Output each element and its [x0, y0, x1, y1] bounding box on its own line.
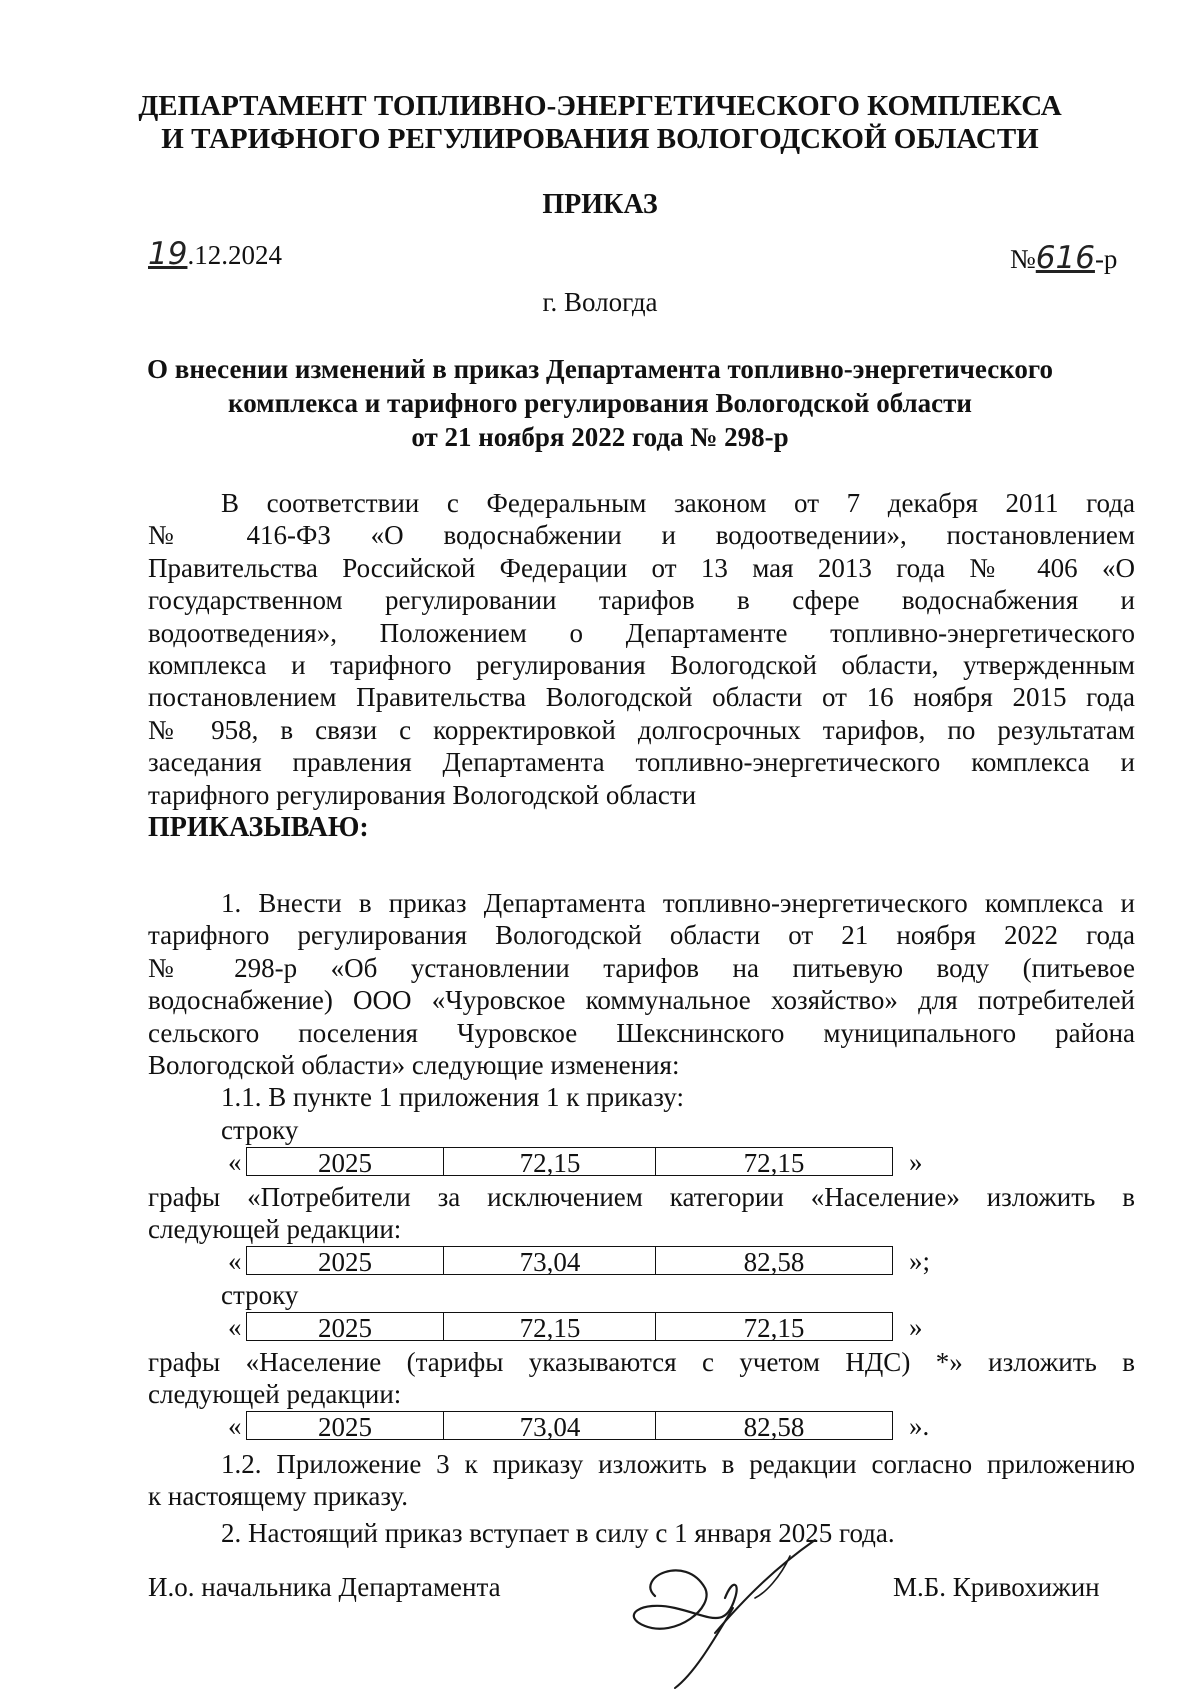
close-quote: »; — [909, 1246, 931, 1276]
text-a-line-2: следующей редакции: — [148, 1214, 402, 1245]
preamble — [148, 487, 1135, 844]
open-quote: « — [228, 1312, 242, 1342]
item-1 — [148, 887, 1135, 1114]
preamble-line: комплекса и тарифного регулирования Вологодской области, утвержденным — [148, 650, 1135, 681]
tariff-row-box — [246, 1147, 893, 1176]
number-suffix: -р — [1094, 244, 1118, 274]
word-stroku-1: строку — [221, 1115, 299, 1145]
sub-item-1-1: 1.1. В пункте 1 приложения 1 к приказу: — [221, 1082, 684, 1113]
order-number — [1010, 240, 1117, 276]
preamble-line: государственном регулировании тарифов в сфере водоснабжения и — [148, 585, 1135, 616]
open-quote: « — [228, 1246, 242, 1276]
preamble-line: тарифного регулирования Вологодской области — [148, 779, 697, 810]
word-stroku-2: строку — [221, 1280, 299, 1310]
signatory-role: И.о. начальника Департамента — [148, 1572, 501, 1602]
year-cell: 2025 — [318, 1412, 372, 1442]
number-sign: № — [1010, 244, 1036, 274]
tariff-row-box — [246, 1411, 893, 1440]
item-1-line: водоснабжение) ООО «Чуровское коммунальное хозяйство» для потребителей — [148, 985, 1135, 1016]
department-line-1: ДЕПАРТАМЕНТ ТОПЛИВНО-ЭНЕРГЕТИЧЕСКОГО КОМПЛЕКСА — [138, 90, 1062, 122]
preamble-line: заседания правления Департамента топливно-энергетического комплекса и — [148, 747, 1135, 778]
preamble-line: постановлением Правительства Вологодской области от 16 ноября 2015 года — [148, 682, 1135, 713]
close-quote: » — [909, 1147, 923, 1177]
close-quote: » — [909, 1312, 923, 1342]
document-type: ПРИКАЗ — [542, 189, 658, 220]
tariff-row-box — [246, 1246, 893, 1275]
signatory-name: М.Б. Кривохижин — [893, 1572, 1100, 1602]
tariff-cell-1: 72,15 — [443, 1148, 656, 1175]
text-a — [148, 1181, 1135, 1246]
sub-item-1-2-line-2: к настоящему приказу. — [148, 1481, 408, 1512]
handwritten-signature — [615, 1538, 855, 1695]
tariff-cell-2: 82,58 — [655, 1412, 892, 1439]
text-c-line-2: следующей редакции: — [148, 1379, 402, 1410]
item-1-line: Вологодской области» следующие изменения: — [148, 1050, 680, 1081]
preamble-line: № 416-ФЗ «О водоснабжении и водоотведении», постановлением — [148, 520, 1135, 551]
order-directive: ПРИКАЗЫВАЮ: — [148, 812, 369, 844]
sub-item-1-2-line-1: 1.2. Приложение 3 к приказу изложить в редакции согласно приложению — [221, 1449, 1135, 1479]
tariff-row-box — [246, 1312, 893, 1341]
subject-line-1: О внесении изменений в приказ Департамента топливно-энергетического — [146, 354, 1053, 384]
department-line-2: И ТАРИФНОГО РЕГУЛИРОВАНИЯ ВОЛОГОДСКОЙ ОБЛАСТИ — [161, 123, 1039, 155]
item-2-text: 2. Настоящий приказ вступает в силу с 1 января 2025 года. — [221, 1518, 895, 1548]
tariff-cell-1: 73,04 — [443, 1412, 656, 1439]
sub-item-1-2 — [148, 1448, 1135, 1513]
tariff-cell-2: 72,15 — [655, 1148, 892, 1175]
department-name — [0, 90, 1200, 156]
item-1-line: № 298-р «Об установлении тарифов на питьевую воду (питьевое — [148, 952, 1135, 983]
tariff-cell-1: 73,04 — [443, 1247, 656, 1274]
year-cell: 2025 — [318, 1247, 372, 1277]
order-subject — [0, 352, 1200, 454]
tariff-cell-2: 72,15 — [655, 1313, 892, 1340]
order-date — [148, 236, 282, 272]
item-1-line: тарифного регулирования Вологодской области от 21 ноября 2022 года — [148, 920, 1135, 951]
preamble-line: № 958, в связи с корректировкой долгосрочных тарифов, по результатам — [148, 714, 1135, 745]
tariff-cell-2: 82,58 — [655, 1247, 892, 1274]
subject-line-3: от 21 ноября 2022 года № 298-р — [411, 422, 789, 452]
year-cell: 2025 — [318, 1313, 372, 1343]
open-quote: « — [228, 1147, 242, 1177]
text-c — [148, 1346, 1135, 1411]
tariff-cell-1: 72,15 — [443, 1313, 656, 1340]
preamble-line: водоотведения», Положением о Департаменте топливно-энергетического — [148, 617, 1135, 648]
date-month-year: .12.2024 — [187, 240, 282, 270]
open-quote: « — [228, 1411, 242, 1441]
close-quote: ». — [909, 1411, 930, 1441]
year-cell: 2025 — [318, 1148, 372, 1178]
item-1-line: сельского поселения Чуровское Шекснинского муниципального района — [148, 1017, 1135, 1048]
item-1-line: 1. Внести в приказ Департамента топливно-энергетического комплекса и — [221, 888, 1135, 918]
preamble-line: В соответствии с Федеральным законом от 7 декабря 2011 года — [221, 488, 1135, 518]
text-c-line-1: графы «Население (тарифы указываются с учетом НДС) *» изложить в — [148, 1347, 1135, 1377]
subject-line-2: комплекса и тарифного регулирования Вологодской области — [228, 388, 972, 418]
city: г. Вологда — [542, 287, 658, 317]
date-day-handwritten: 19 — [148, 236, 188, 272]
text-a-line-1: графы «Потребители за исключением категории «Население» изложить в — [148, 1182, 1135, 1212]
preamble-line: Правительства Российской Федерации от 13 мая 2013 года № 406 «О — [148, 552, 1135, 583]
number-handwritten: 616 — [1035, 240, 1095, 276]
